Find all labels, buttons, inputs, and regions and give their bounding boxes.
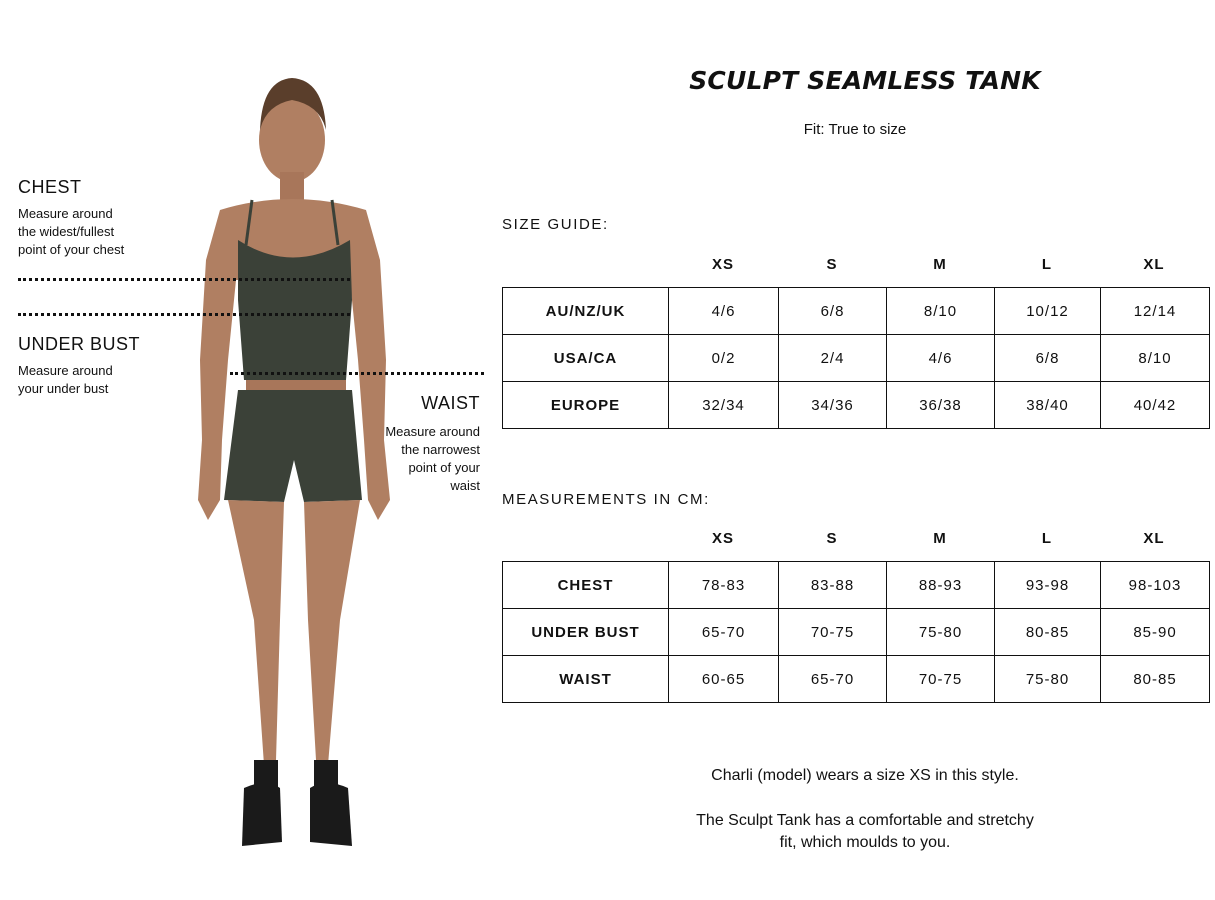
table-row xyxy=(503,382,1210,429)
fit-description-line: fit, which moulds to you. xyxy=(779,834,951,851)
size-header-s: S xyxy=(826,530,838,547)
table-row xyxy=(503,562,1210,609)
waist-guide-line: waist xyxy=(450,478,480,493)
size-header-m: M xyxy=(933,256,947,273)
measurements-header xyxy=(502,530,1210,550)
measurements-table xyxy=(502,561,1210,703)
model-shoe-left xyxy=(242,783,282,846)
chest-measure-line xyxy=(18,278,350,281)
table-cell: 83-88 xyxy=(779,562,887,609)
fit-description xyxy=(640,810,1090,854)
chest-guide-description xyxy=(18,205,124,259)
table-cell: 80-85 xyxy=(1101,656,1210,703)
waist-guide-title: WAIST xyxy=(421,393,480,413)
product-title: SCULPT SEAMLESS TANK xyxy=(689,66,1041,95)
under-bust-guide-line: your under bust xyxy=(18,381,109,396)
table-row xyxy=(503,288,1210,335)
model-neck xyxy=(280,172,304,202)
under-bust-measure-line xyxy=(18,313,350,316)
chest-guide-line: the widest/fullest xyxy=(18,224,115,239)
table-cell: 8/10 xyxy=(887,288,995,335)
waist-guide-line: Measure around xyxy=(385,424,480,439)
size-header-l: L xyxy=(1041,256,1053,273)
table-cell: 0/2 xyxy=(669,335,779,382)
size-guide-header xyxy=(502,256,1210,276)
table-row xyxy=(503,335,1210,382)
table-cell: 65-70 xyxy=(779,656,887,703)
model-legs xyxy=(228,500,360,765)
table-cell: 2/4 xyxy=(779,335,887,382)
waist-guide-description xyxy=(360,423,480,495)
table-cell: 40/42 xyxy=(1101,382,1210,429)
table-cell: 38/40 xyxy=(995,382,1101,429)
table-cell: 75-80 xyxy=(887,609,995,656)
size-header-l: L xyxy=(1041,530,1053,547)
size-header-xs: XS xyxy=(711,256,734,273)
table-cell: 60-65 xyxy=(669,656,779,703)
size-guide-title: SIZE GUIDE: xyxy=(502,216,609,233)
row-label: EUROPE xyxy=(503,382,669,429)
table-cell: 34/36 xyxy=(779,382,887,429)
model-midriff xyxy=(246,380,346,390)
table-cell: 36/38 xyxy=(887,382,995,429)
size-header-xl: XL xyxy=(1143,530,1165,547)
table-cell: 8/10 xyxy=(1101,335,1210,382)
waist-guide-line: the narrowest xyxy=(401,442,480,457)
table-cell: 70-75 xyxy=(779,609,887,656)
row-label: AU/NZ/UK xyxy=(503,288,669,335)
table-cell: 6/8 xyxy=(779,288,887,335)
table-cell: 65-70 xyxy=(669,609,779,656)
table-cell: 4/6 xyxy=(669,288,779,335)
waist-guide-line: point of your xyxy=(408,460,480,475)
table-cell: 78-83 xyxy=(669,562,779,609)
table-cell: 6/8 xyxy=(995,335,1101,382)
model-shoe-right xyxy=(310,783,352,846)
fit-text: Fit: True to size xyxy=(803,121,907,138)
chest-guide-line: point of your chest xyxy=(18,242,125,257)
table-cell: 93-98 xyxy=(995,562,1101,609)
size-header-xs: XS xyxy=(711,530,734,547)
under-bust-guide-line: Measure around xyxy=(18,363,113,378)
model-shorts xyxy=(224,390,362,502)
under-bust-guide-description xyxy=(18,362,113,398)
table-cell: 4/6 xyxy=(887,335,995,382)
model-tank xyxy=(238,240,352,380)
table-cell: 88-93 xyxy=(887,562,995,609)
chest-guide-title: CHEST xyxy=(18,177,82,197)
row-label: CHEST xyxy=(503,562,669,609)
table-cell: 32/34 xyxy=(669,382,779,429)
table-row xyxy=(503,609,1210,656)
under-bust-guide-title: UNDER BUST xyxy=(18,334,141,354)
row-label: WAIST xyxy=(503,656,669,703)
size-guide-table xyxy=(502,287,1210,429)
table-cell: 75-80 xyxy=(995,656,1101,703)
row-label: USA/CA xyxy=(503,335,669,382)
row-label: UNDER BUST xyxy=(503,609,669,656)
measurements-title: MEASUREMENTS IN CM: xyxy=(502,491,710,508)
table-row xyxy=(503,656,1210,703)
size-header-s: S xyxy=(826,256,838,273)
table-cell: 80-85 xyxy=(995,609,1101,656)
size-header-m: M xyxy=(933,530,947,547)
table-cell: 10/12 xyxy=(995,288,1101,335)
table-cell: 12/14 xyxy=(1101,288,1210,335)
model-size-note: Charli (model) wears a size XS in this style. xyxy=(711,767,1019,784)
waist-measure-line xyxy=(230,372,484,375)
table-cell: 70-75 xyxy=(887,656,995,703)
size-header-xl: XL xyxy=(1143,256,1165,273)
fit-description-line: The Sculpt Tank has a comfortable and stretchy xyxy=(696,812,1034,829)
table-cell: 98-103 xyxy=(1101,562,1210,609)
table-cell: 85-90 xyxy=(1101,609,1210,656)
chest-guide-line: Measure around xyxy=(18,206,113,221)
